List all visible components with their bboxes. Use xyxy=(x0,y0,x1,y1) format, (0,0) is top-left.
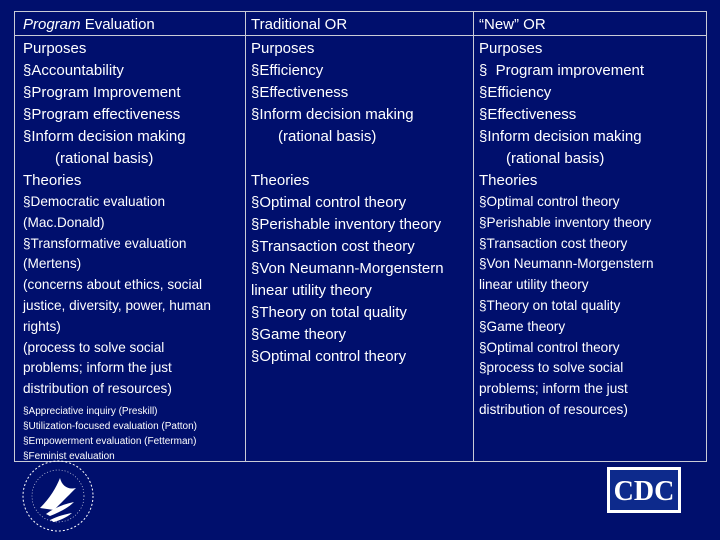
list-item: §Optimal control theory xyxy=(479,194,620,209)
list-item: §Optimal control theory xyxy=(251,194,407,211)
header-new-or: “New” OR xyxy=(479,16,546,33)
list-item: distribution of resources) xyxy=(23,381,172,397)
theories-heading: Theories xyxy=(23,172,82,189)
list-item: (Mertens) xyxy=(23,256,82,272)
list-item: §Von Neumann-Morgenstern xyxy=(479,256,654,272)
list-item-small: §Appreciative inquiry (Preskill) xyxy=(23,405,158,417)
list-item: §Transformative evaluation xyxy=(23,235,187,251)
list-item: problems; inform the just xyxy=(479,381,628,397)
list-item: justice, diversity, power, human xyxy=(23,297,211,313)
list-item: §Optimal control theory xyxy=(251,348,407,365)
list-item: §Efficiency xyxy=(479,84,552,101)
list-item: §Effectiveness xyxy=(251,84,349,101)
list-item: §Inform decision making xyxy=(251,106,414,123)
list-item: (process to solve social xyxy=(23,339,165,355)
list-item: §Game theory xyxy=(479,318,566,334)
list-item-sub: (rational basis) xyxy=(506,150,605,167)
list-item: §Transaction cost theory xyxy=(251,238,415,255)
theories-heading: Theories xyxy=(479,172,538,189)
list-item: (concerns about ethics, social xyxy=(23,277,203,293)
cdc-logo-text: CDC xyxy=(613,476,675,507)
traditional-or-column xyxy=(251,38,444,368)
list-item: rights) xyxy=(23,318,61,334)
list-item: §Accountability xyxy=(23,62,124,79)
program-evaluation-column xyxy=(23,38,211,464)
purposes-heading: Purposes xyxy=(251,40,315,57)
list-item: problems; inform the just xyxy=(23,360,172,376)
header-divider xyxy=(15,35,706,36)
purposes-heading: Purposes xyxy=(23,40,87,57)
list-item-small: §Utilization-focused evaluation (Patton) xyxy=(23,420,197,432)
column-divider xyxy=(473,12,474,461)
list-item: distribution of resources) xyxy=(479,401,628,417)
column-divider xyxy=(245,12,246,461)
hhs-logo-icon xyxy=(20,458,96,534)
cdc-logo-icon xyxy=(607,467,681,513)
list-item: linear utility theory xyxy=(479,277,589,293)
comparison-table xyxy=(14,11,707,462)
list-item-sub: (rational basis) xyxy=(278,128,377,145)
header-traditional-or: Traditional OR xyxy=(251,16,348,33)
list-item-sub: (rational basis) xyxy=(55,150,154,167)
list-item: §process to solve social xyxy=(479,360,624,376)
list-item-small: §Feminist evaluation xyxy=(23,450,115,462)
list-item: § Program improvement xyxy=(479,62,645,79)
new-or-column xyxy=(479,38,654,421)
header-program-evaluation: Program Evaluation xyxy=(23,16,155,33)
list-item: (Mac.Donald) xyxy=(23,214,105,230)
list-item: §Von Neumann-Morgenstern xyxy=(251,260,444,277)
theories-heading: Theories xyxy=(251,172,310,189)
purposes-heading: Purposes xyxy=(479,40,543,57)
list-item: §Optimal control theory xyxy=(479,339,620,355)
list-item: §Program effectiveness xyxy=(23,106,181,123)
list-item: §Efficiency xyxy=(251,62,324,79)
list-item: §Transaction cost theory xyxy=(479,235,628,251)
list-item: §Perishable inventory theory xyxy=(251,216,442,233)
list-item: §Theory on total quality xyxy=(251,304,407,321)
list-item-small: §Empowerment evaluation (Fetterman) xyxy=(23,435,197,447)
list-item: §Perishable inventory theory xyxy=(479,214,652,230)
list-item: §Theory on total quality xyxy=(479,297,621,313)
list-item: §Inform decision making xyxy=(23,128,186,145)
list-item: §Effectiveness xyxy=(479,106,577,123)
list-item: §Game theory xyxy=(251,326,347,343)
list-item: linear utility theory xyxy=(251,282,372,299)
list-item: §Program Improvement xyxy=(23,84,181,101)
list-item: §Inform decision making xyxy=(479,128,642,145)
list-item: §Democratic evaluation xyxy=(23,194,166,209)
